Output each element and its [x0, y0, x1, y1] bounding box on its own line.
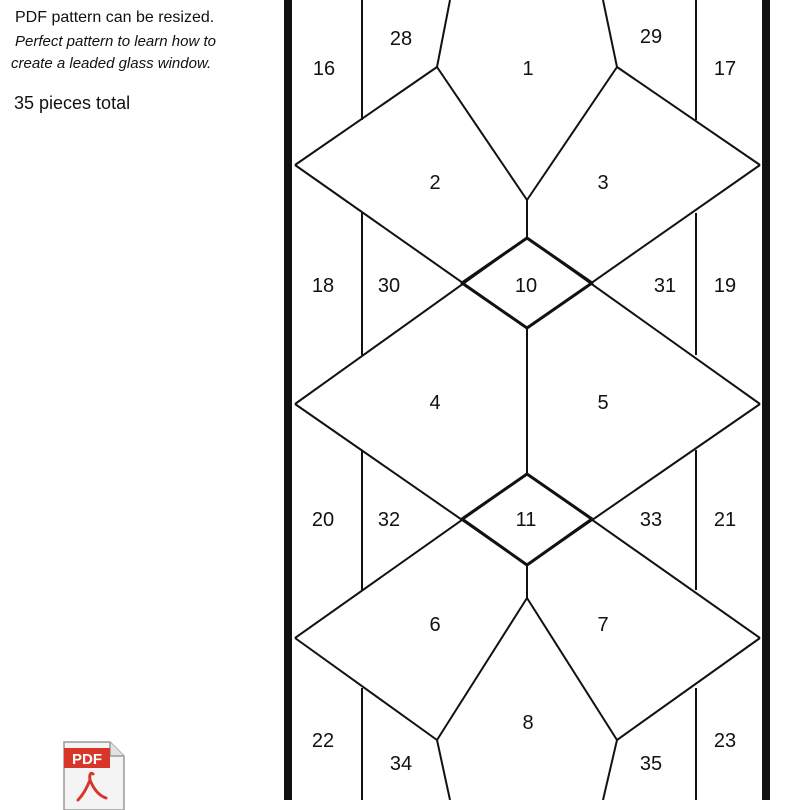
piece-20: 20 [311, 509, 335, 531]
piece-28: 28 [389, 28, 413, 50]
piece-23: 23 [713, 730, 737, 752]
info-line-learn: create a leaded glass window. [11, 55, 212, 72]
piece-1: 1 [522, 58, 534, 80]
piece-11: 11 [515, 509, 537, 531]
lead-line [295, 67, 437, 165]
piece-33: 33 [639, 509, 663, 531]
piece-17: 17 [713, 58, 737, 80]
piece-2: 2 [429, 172, 441, 194]
lead-line [603, 638, 760, 800]
piece-31: 31 [653, 275, 677, 297]
piece-6: 6 [429, 614, 441, 636]
info-pieces-total: 35 pieces total [14, 93, 131, 113]
piece-30: 30 [377, 275, 401, 297]
piece-34: 34 [389, 753, 413, 775]
piece-21: 21 [713, 509, 737, 531]
lead-line [295, 638, 450, 800]
piece-19: 19 [713, 275, 737, 297]
piece-7: 7 [597, 614, 609, 636]
lead-line [617, 67, 760, 165]
info-line-perfect: Perfect pattern to learn how to [15, 33, 216, 50]
info-line-resizable: PDF pattern can be resized. [15, 9, 215, 26]
piece-22: 22 [311, 730, 335, 752]
piece-32: 32 [377, 509, 401, 531]
piece-35: 35 [639, 753, 663, 775]
lead-line [437, 0, 617, 200]
frame-left [284, 0, 292, 800]
piece-18: 18 [311, 275, 335, 297]
piece-4: 4 [429, 392, 441, 414]
piece-10: 10 [514, 275, 538, 297]
piece-8: 8 [522, 712, 534, 734]
piece-3: 3 [597, 172, 609, 194]
lead-lines [295, 0, 760, 800]
piece-16: 16 [312, 58, 336, 80]
piece-5: 5 [597, 392, 609, 414]
frame-right [762, 0, 770, 800]
pdf-label: PDF [72, 751, 102, 768]
piece-29: 29 [639, 26, 663, 48]
